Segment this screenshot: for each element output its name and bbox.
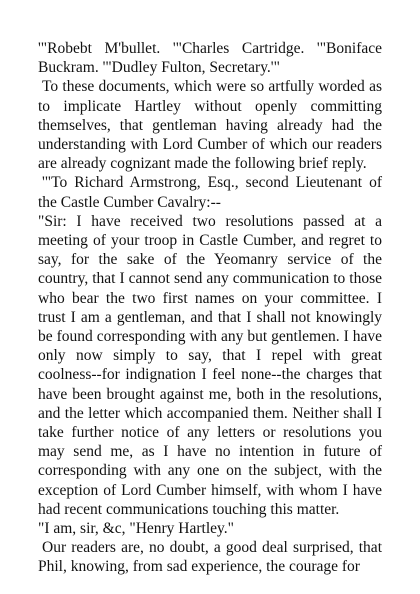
signatures-paragraph: '"Robebt M'bullet. '"Charles Cartridge. '"Boniface Buckram. '"Dudley Fulton, Secretary.'" xyxy=(38,40,382,77)
letter-body: "Sir: I have received two resolutions passed at a meeting of your troop in Castle Cumber, and regret to say, for the sake of the Yeomanry service of the country, that I cannot send any communication to those who bear the two first names on your committee. I trust I am a gentleman, and that I shall not knowingly be found corresponding with any but gentlemen. I have only now simply to say, that I repel with great coolness--for indignation I feel none--the charges that have been brought against me, both in the resolutions, and the letter which accompanied them. Neither shall I take further notice of any letters or resolutions you may send me, as I have no intention in future of corresponding with any one on the subject, with the exception of Lord Cumber himself, with whom I have had recent communications touching this matter. xyxy=(38,212,382,518)
letter-closing: "I am, sir, &c, "Henry Hartley." xyxy=(38,520,234,538)
narrative-paragraph-continued: Our readers are, no doubt, a good deal surprised, that Phil, knowing, from sad experience, the courage for xyxy=(38,539,382,576)
narrative-paragraph: To these documents, which were so artfully worded as to implicate Hartley without openly committing themselves, that gentleman having already had the understanding with Lord Cumber of which our readers are already cognizant made the following brief reply. xyxy=(38,78,382,173)
document-page xyxy=(38,39,382,577)
letter-address: '"To Richard Armstrong, Esq., second Lieutenant of the Castle Cumber Cavalry:-- xyxy=(38,174,382,211)
